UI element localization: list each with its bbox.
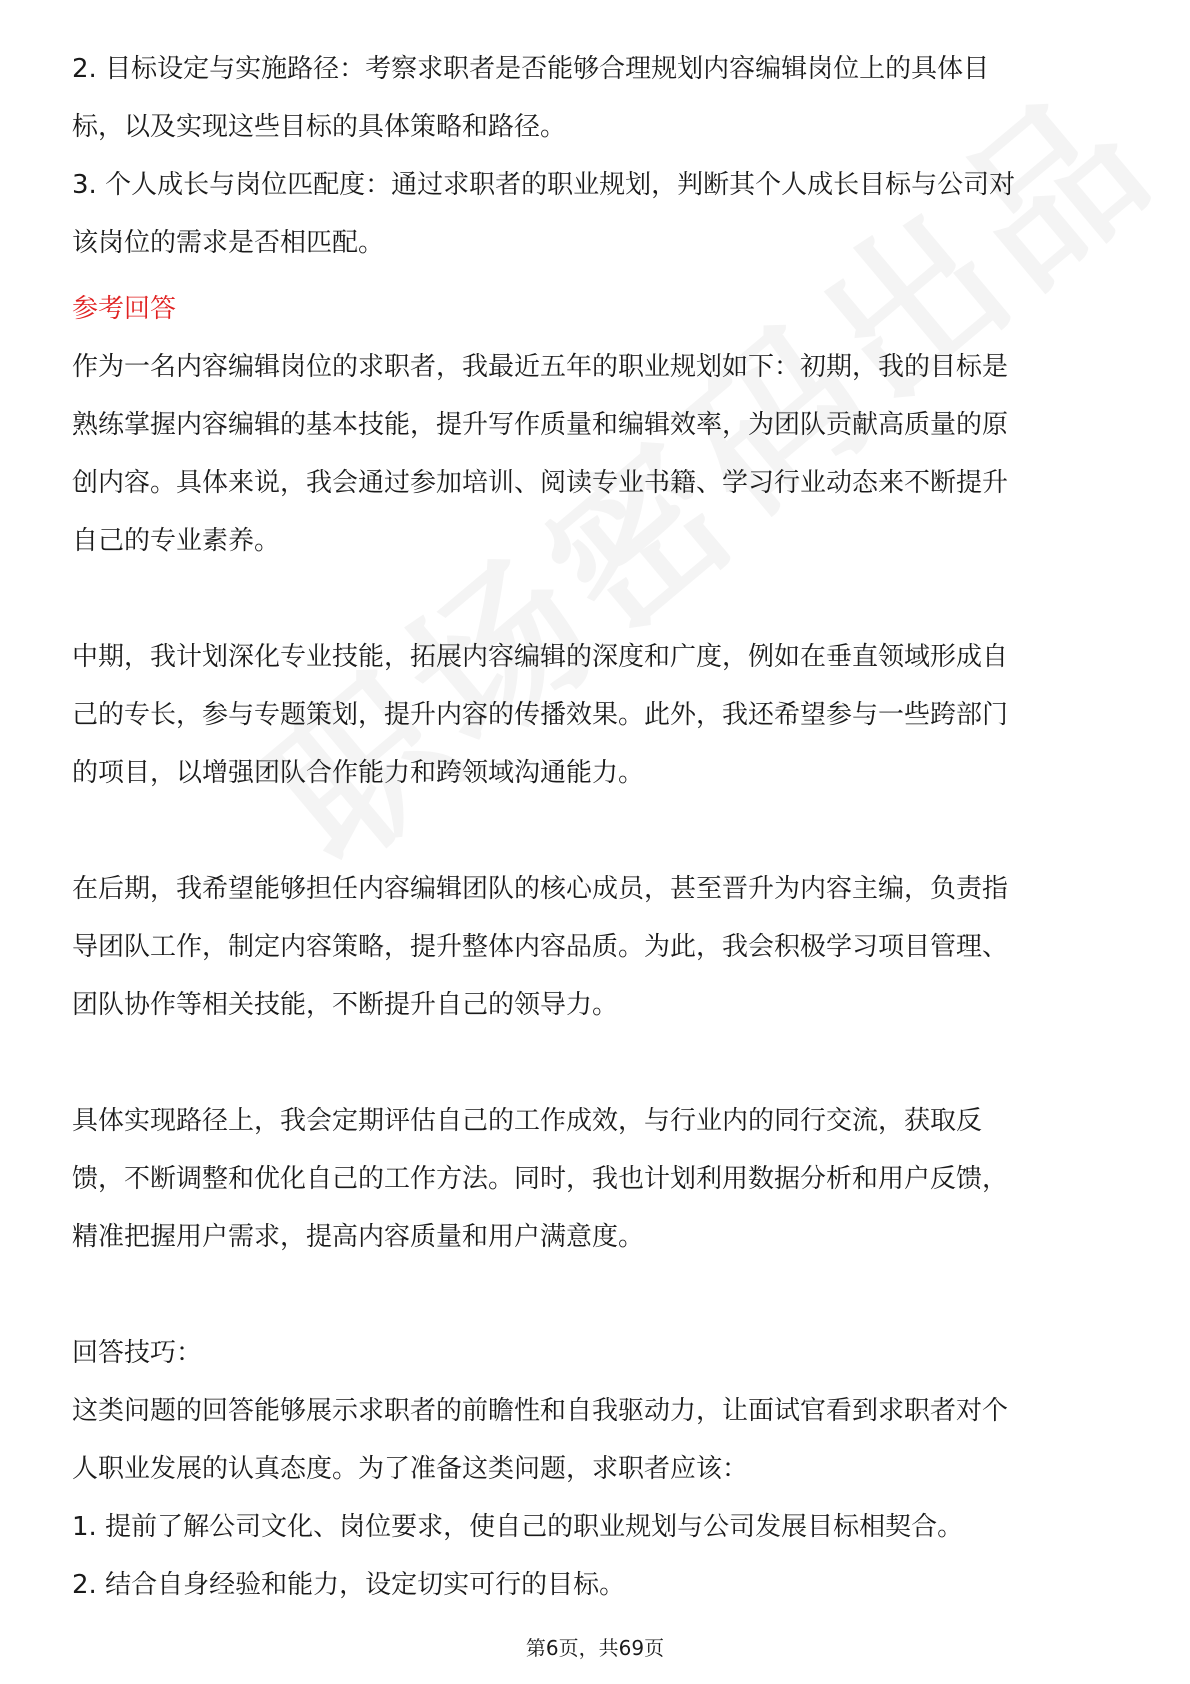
text-line: 创内容。具体来说，我会通过参加培训、阅读专业书籍、学习行业动态来不断提升 xyxy=(72,468,1009,498)
paragraph-gap xyxy=(72,802,1122,860)
answer-paragraph-3 xyxy=(72,860,1122,1034)
content-body xyxy=(72,40,1122,1614)
answer-heading: 参考回答 xyxy=(72,294,177,324)
paragraph-gap xyxy=(72,1266,1122,1324)
answer-paragraph-4 xyxy=(72,1092,1122,1266)
text-line: 熟练掌握内容编辑的基本技能，提升写作质量和编辑效率，为团队贡献高质量的原 xyxy=(72,410,1009,440)
text-line: 的项目，以增强团队合作能力和跨领域沟通能力。 xyxy=(72,758,645,788)
text-line: 人职业发展的认真态度。为了准备这类问题，求职者应该： xyxy=(72,1454,749,1484)
tips-intro xyxy=(72,1382,1122,1498)
text-line: 精准把握用户需求，提高内容质量和用户满意度。 xyxy=(72,1222,645,1252)
paragraph-gap xyxy=(72,570,1122,628)
answer-paragraph-1 xyxy=(72,338,1122,570)
criteria-item-2 xyxy=(72,40,1122,156)
page-number: 第6页，共69页 xyxy=(525,1636,665,1660)
criteria-item-3 xyxy=(72,156,1122,272)
text-line: 中期，我计划深化专业技能，拓展内容编辑的深度和广度，例如在垂直领域形成自 xyxy=(72,642,1009,672)
paragraph-gap xyxy=(72,1034,1122,1092)
tips-heading: 回答技巧： xyxy=(72,1338,203,1368)
text-line: 己的专长，参与专题策划，提升内容的传播效果。此外，我还希望参与一些跨部门 xyxy=(72,700,1009,730)
text-line: 3. 个人成长与岗位匹配度：通过求职者的职业规划，判断其个人成长目标与公司对 xyxy=(72,170,1016,200)
tips-list xyxy=(72,1498,1122,1614)
text-line: 自己的专业素养。 xyxy=(72,526,281,556)
text-line: 具体实现路径上，我会定期评估自己的工作成效，与行业内的同行交流，获取反 xyxy=(72,1106,983,1136)
text-line: 该岗位的需求是否相匹配。 xyxy=(72,228,385,258)
text-line: 馈，不断调整和优化自己的工作方法。同时，我也计划利用数据分析和用户反馈， xyxy=(72,1164,1009,1194)
text-line: 标，以及实现这些目标的具体策略和路径。 xyxy=(72,112,567,142)
text-line: 这类问题的回答能够展示求职者的前瞻性和自我驱动力，让面试官看到求职者对个 xyxy=(72,1396,1009,1426)
text-line: 作为一名内容编辑岗位的求职者，我最近五年的职业规划如下：初期，我的目标是 xyxy=(72,352,1009,382)
text-line: 2. 目标设定与实施路径：考察求职者是否能够合理规划内容编辑岗位上的具体目 xyxy=(72,54,990,84)
text-line: 在后期，我希望能够担任内容编辑团队的核心成员，甚至晋升为内容主编，负责指 xyxy=(72,874,1009,904)
answer-paragraph-2 xyxy=(72,628,1122,802)
tips-item: 2. 结合自身经验和能力，设定切实可行的目标。 xyxy=(72,1570,626,1600)
tips-item: 1. 提前了解公司文化、岗位要求，使自己的职业规划与公司发展目标相契合。 xyxy=(72,1512,964,1542)
text-line: 团队协作等相关技能，不断提升自己的领导力。 xyxy=(72,990,619,1020)
text-line: 导团队工作，制定内容策略，提升整体内容品质。为此，我会积极学习项目管理、 xyxy=(72,932,1009,962)
